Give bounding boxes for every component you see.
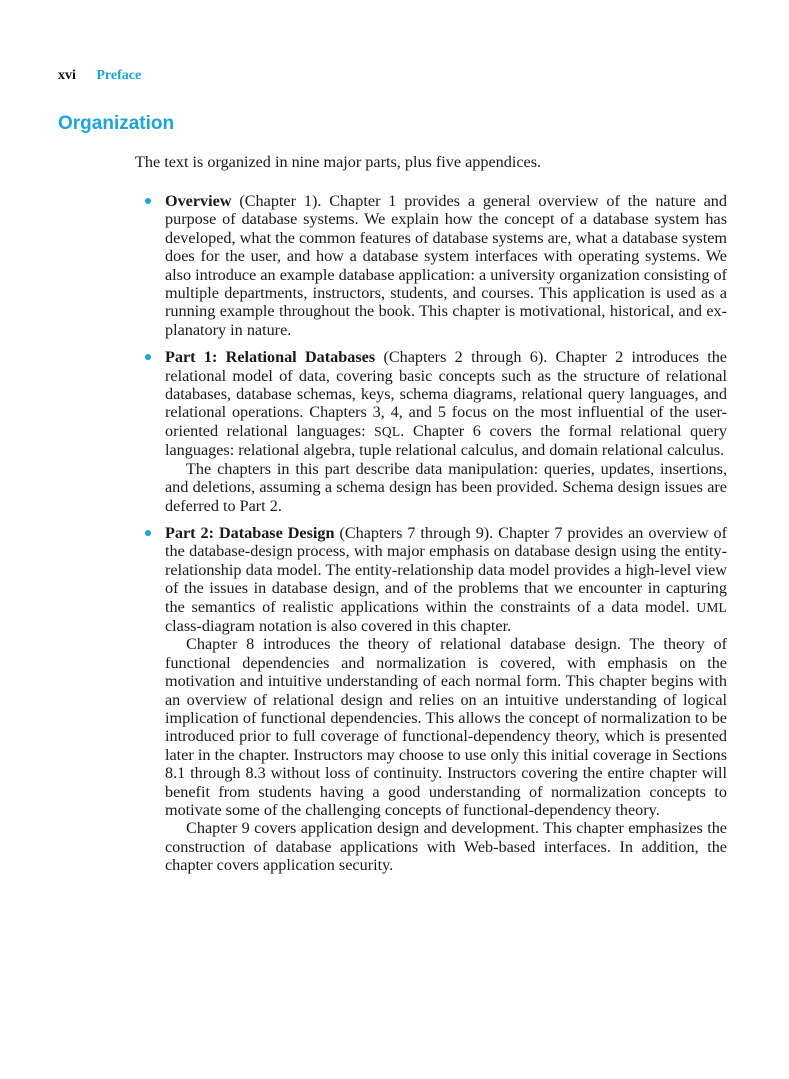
part-paragraph: Chapter 9 covers application design and development. This chapter emphasizes the construction of database applications with Web-based interfaces. In addition, the chapter covers application security. [165, 819, 727, 875]
section-title: Organization [58, 113, 175, 134]
bullet-icon [145, 198, 151, 204]
list-item-part-1 [165, 348, 727, 515]
list-item-part-2 [165, 524, 727, 875]
part-name: Overview [165, 192, 232, 210]
abbreviation: SQL [374, 423, 401, 439]
abbreviation: UML [696, 599, 727, 615]
bullet-icon [145, 530, 151, 536]
bullet-icon [145, 354, 151, 360]
paragraph-text: (Chapters 2 through 6). Chapter 2 introduces the relational model of data, covering basic concepts such as the structure of relational databases, database schemas, keys, schema diagrams, relational query languages, and relational operations. Chapters 3, 4, and 5 focus on the most influential of the user-oriented relational languages: [165, 348, 727, 440]
running-head [58, 67, 141, 84]
part-paragraph [165, 348, 727, 459]
part-paragraph: Chapter 8 introduces the theory of relational database design. The theory of functional dependencies and normalization is covered, with emphasis on the motivation and intuitive understanding of each normal form. This chapter begins with an overview of relational design and relies on an intuitive understanding of logical implication of functional dependencies. This allows the concept of normalization to be introduced prior to full coverage of functional-dependency theory, which is presented later in the chapter. Instructors may choose to use only this initial coverage in Sections 8.1 through 8.3 without loss of continuity. Instructors covering the entire chapter will benefit from students having a good understanding of normalization concepts to motivate some of the challenging concepts of functional-dependency theory. [165, 635, 727, 819]
paragraph-text: . Chapter 6 covers the formal relational query languages: relational algebra, tuple relational calculus, and domain relational calculus. [165, 421, 727, 460]
parts-list [165, 192, 727, 884]
paragraph-text: (Chapter 1). Chapter 1 provides a general overview of the nature and purpose of database systems. We explain how the concept of a database system has developed, what the common features of database systems are, what a database system does for the user, and how a database system interfaces with operating systems. We also introduce an example database application: a university organization consisting of multiple departments, instructors, students, and courses. This application is used as a running example throughout the book. This chapter is motivational, historical, and explanatory in nature. [165, 192, 727, 339]
part-name: Part 2: Database Design [165, 523, 335, 542]
part-paragraph [165, 524, 727, 635]
part-paragraph [165, 192, 727, 339]
paragraph-text: class-diagram notation is also covered in this chapter. [165, 616, 512, 635]
part-paragraph: The chapters in this part describe data manipulation: queries, updates, insertions, and deletions, assuming a schema design has been provided. Schema design issues are deferred to Part 2. [165, 459, 727, 515]
intro-paragraph: The text is organized in nine major parts, plus five appendices. [135, 153, 542, 171]
part-name: Part 1: Relational Databases [165, 348, 376, 367]
list-item-overview [165, 192, 727, 339]
paragraph-text: (Chapters 7 through 9). Chapter 7 provides an overview of the database-design process, with major emphasis on database design using the entity-relationship data model. The entity-relationship data model provides a high-level view of the issues in database design, and of the problems that we encounter in capturing the semantics of realistic applications within the constraints of a data model. [165, 523, 727, 616]
page-number: xvi [58, 68, 76, 83]
running-title: Preface [96, 68, 142, 83]
